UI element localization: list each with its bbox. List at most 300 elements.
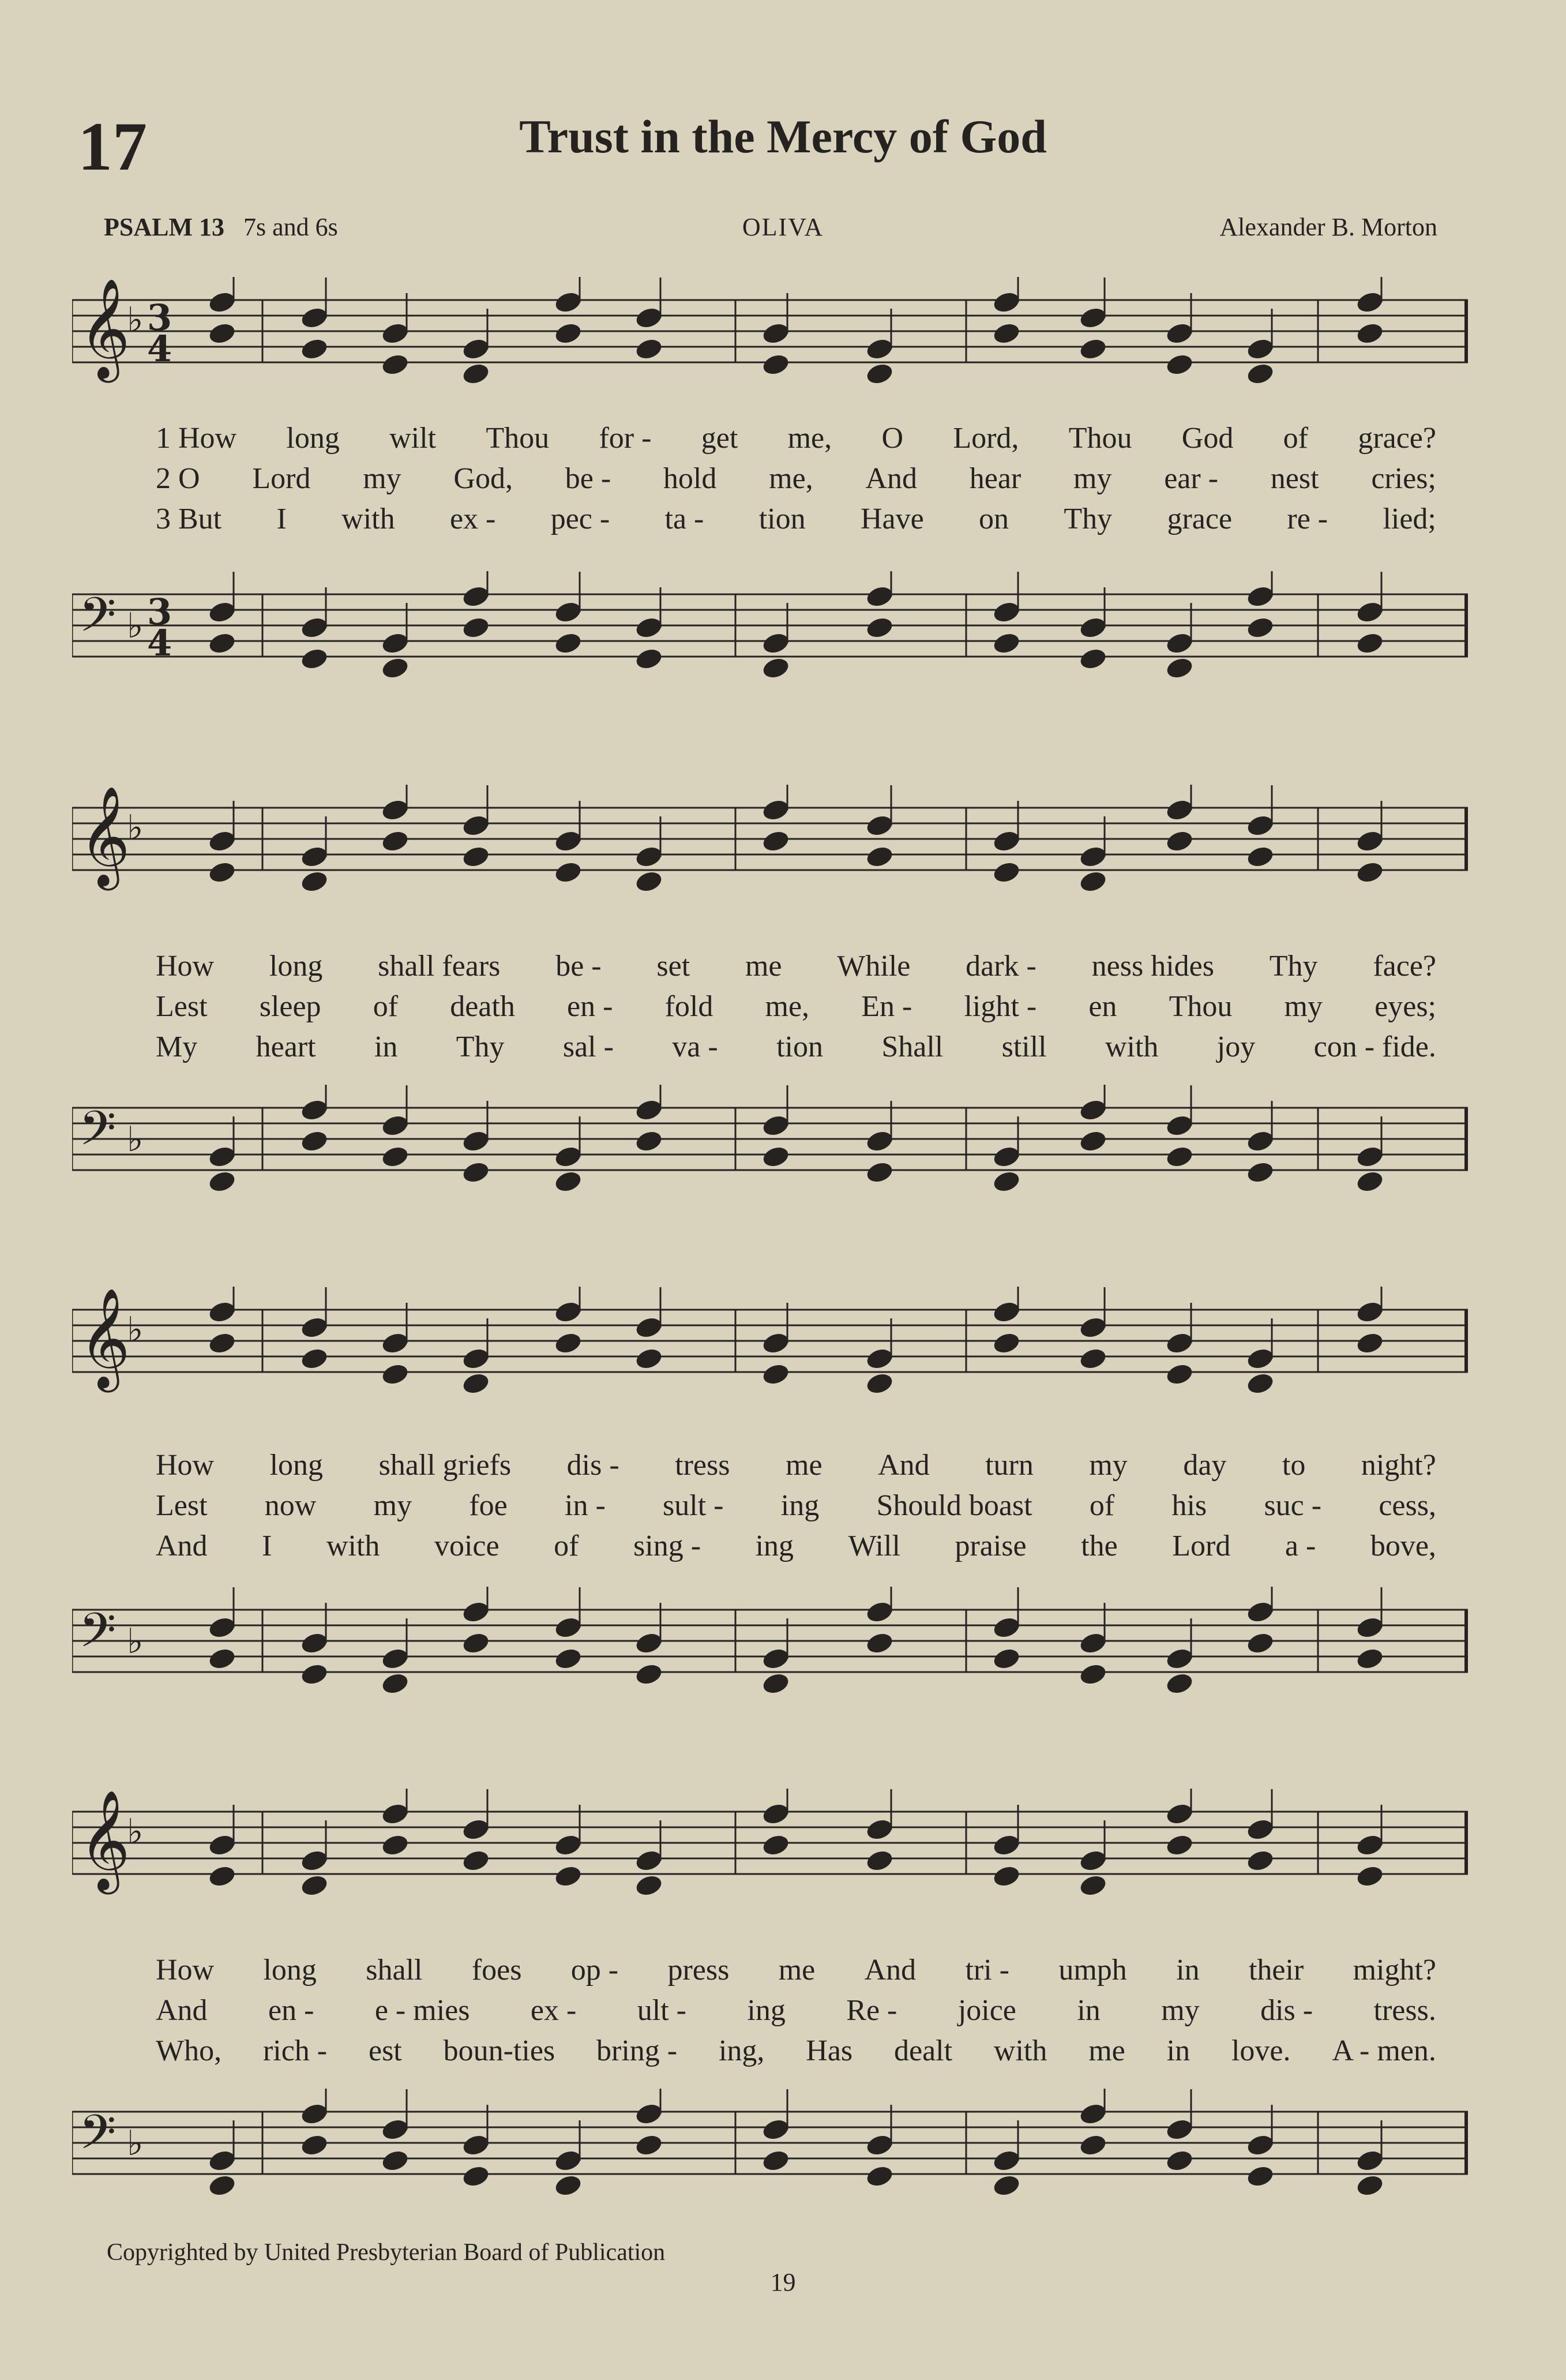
note-head — [1165, 1671, 1195, 1696]
lyric-syllable: And — [156, 1994, 208, 2027]
note-head — [299, 2132, 329, 2157]
lyric-syllable: en — [1088, 990, 1117, 1023]
lyric-syllable: night? — [1361, 1449, 1436, 1482]
note-head — [553, 2148, 583, 2173]
note-head — [299, 1662, 329, 1686]
note-head — [865, 813, 895, 838]
note-head — [761, 1113, 791, 1138]
lyric-syllable: the — [1081, 1530, 1118, 1562]
note-head — [380, 1646, 410, 1671]
lyric-syllable: my — [373, 1489, 412, 1522]
note-head — [1245, 1631, 1275, 1655]
note-head — [1165, 1330, 1195, 1355]
note-head — [1245, 1346, 1275, 1371]
lyric-syllable: ing — [780, 1489, 820, 1522]
note-head — [992, 1169, 1022, 1194]
lyric-syllable: va - — [672, 1030, 718, 1063]
note-head — [553, 1832, 583, 1857]
note-head — [1245, 2164, 1275, 2188]
note-head — [553, 290, 583, 314]
note-head — [380, 829, 410, 853]
note-head — [1355, 599, 1385, 624]
lyric-syllable: heart — [256, 1030, 316, 1063]
note-head — [1355, 631, 1385, 655]
note-head — [1355, 2173, 1385, 2198]
time-signature-icon: 3 — [147, 591, 172, 633]
time-signature-icon: 3 — [147, 297, 172, 339]
flat-key-signature-icon: ♭ — [127, 808, 144, 848]
note-head — [761, 352, 791, 377]
lyric-syllable: with — [326, 1530, 380, 1562]
note-head — [865, 1371, 895, 1396]
note-head — [634, 615, 664, 640]
lyric-line — [156, 949, 1436, 991]
lyric-syllable: lied; — [1383, 503, 1436, 535]
lyric-syllable: re - — [1287, 503, 1328, 535]
note-head — [865, 1817, 895, 1842]
lyric-syllable: Lest — [156, 990, 208, 1023]
note-head — [1355, 860, 1385, 884]
meter: 7s and 6s — [243, 213, 338, 241]
lyric-syllable: suc - — [1264, 1489, 1322, 1522]
lyric-syllable: cess, — [1379, 1489, 1436, 1522]
lyric-syllable: me — [786, 1449, 823, 1482]
treble-staff-1 — [72, 277, 1468, 392]
note-head — [380, 1144, 410, 1169]
lyric-line — [156, 990, 1436, 1031]
lyric-syllable: est — [368, 2034, 402, 2067]
note-head — [1355, 1169, 1385, 1194]
lyric-syllable: tress. — [1373, 1994, 1436, 2027]
note-head — [207, 1330, 237, 1355]
lyric-syllable: En - — [861, 990, 912, 1023]
lyric-syllable: me — [778, 1954, 816, 1987]
lyric-syllable: How — [156, 950, 215, 983]
hymn-number: 17 — [78, 108, 147, 185]
lyric-syllable: press — [667, 1954, 730, 1987]
note-head — [992, 829, 1022, 853]
note-head — [207, 321, 237, 346]
lyric-syllable: grace — [1167, 503, 1233, 535]
note-head — [1165, 2148, 1195, 2173]
note-head — [380, 321, 410, 346]
lyric-syllable: now — [264, 1489, 317, 1522]
lyric-syllable: of — [373, 990, 399, 1023]
note-head — [461, 615, 491, 640]
lyric-syllable: my — [1284, 990, 1323, 1023]
lyric-syllable: tress — [675, 1449, 730, 1482]
note-head — [1078, 1129, 1108, 1153]
time-signature-icon: 4 — [147, 622, 172, 664]
treble-clef-icon: 𝄞 — [79, 1790, 130, 1890]
note-head — [207, 860, 237, 884]
note-head — [1355, 290, 1385, 314]
treble-clef-icon: 𝄞 — [79, 1288, 130, 1388]
note-head — [1078, 1662, 1108, 1686]
note-head — [865, 844, 895, 869]
note-head — [1245, 1848, 1275, 1873]
note-head — [380, 797, 410, 822]
note-head — [1245, 1599, 1275, 1624]
bass-staff-3 — [72, 1587, 1468, 1702]
lyric-syllable: my — [363, 462, 401, 495]
lyric-syllable: foes — [471, 1954, 522, 1987]
lyric-syllable: ing — [747, 1994, 786, 2027]
note-head — [992, 321, 1022, 346]
note-head — [761, 1832, 791, 1857]
lyric-syllable: en - — [268, 1994, 314, 2027]
note-head — [992, 290, 1022, 314]
lyric-syllable: my — [1161, 1994, 1200, 2027]
lyric-syllable: in - — [565, 1489, 606, 1522]
bass-clef-icon: 𝄢 — [79, 1602, 117, 1670]
note-head — [553, 1144, 583, 1169]
lyric-syllable: bring - — [596, 2034, 678, 2067]
lyric-syllable: foe — [469, 1489, 508, 1522]
note-head — [761, 655, 791, 680]
note-head — [380, 1801, 410, 1826]
note-head — [299, 1346, 329, 1371]
composer: Alexander B. Morton — [1219, 213, 1437, 241]
lyric-syllable: Re - — [846, 1994, 897, 2027]
lyric-syllable: shall griefs — [378, 1449, 512, 1482]
lyric-syllable: hold — [663, 462, 717, 495]
note-head — [1245, 615, 1275, 640]
bass-clef-icon: 𝄢 — [79, 1100, 117, 1168]
note-head — [761, 631, 791, 655]
note-head — [380, 2117, 410, 2142]
note-head — [207, 829, 237, 853]
note-head — [634, 1315, 664, 1340]
note-head — [461, 1599, 491, 1624]
lyric-syllable: I — [276, 503, 287, 535]
lyric-syllable: in — [1166, 2034, 1191, 2067]
note-head — [992, 1832, 1022, 1857]
note-head — [299, 2101, 329, 2126]
lyric-syllable: sult - — [663, 1489, 724, 1522]
note-head — [761, 797, 791, 822]
lyric-syllable: me — [1088, 2034, 1125, 2067]
lyric-syllable: with — [993, 2034, 1047, 2067]
lyric-syllable: their — [1248, 1954, 1304, 1987]
lyric-syllable: long — [269, 950, 323, 983]
lyric-syllable: my — [1089, 1449, 1128, 1482]
lyric-syllable: be - — [555, 950, 602, 983]
note-head — [1165, 1801, 1195, 1826]
lyric-syllable: tion — [758, 503, 806, 535]
flat-key-signature-icon: ♭ — [127, 606, 144, 646]
lyric-syllable: hear — [969, 462, 1022, 495]
note-head — [992, 599, 1022, 624]
note-head — [1245, 584, 1275, 609]
lyric-syllable: with — [1105, 1030, 1159, 1063]
lyric-syllable: God — [1181, 422, 1234, 455]
lyric-syllable: 1 How — [156, 422, 237, 455]
bass-clef-icon: 𝄢 — [79, 587, 117, 654]
note-head — [1165, 321, 1195, 346]
note-head — [299, 615, 329, 640]
note-head — [865, 615, 895, 640]
lyric-syllable: e - mies — [374, 1994, 470, 2027]
lyric-syllable: be - — [565, 462, 611, 495]
lyric-syllable: long — [263, 1954, 317, 1987]
note-head — [1078, 1346, 1108, 1371]
note-head — [553, 1169, 583, 1194]
note-head — [761, 1362, 791, 1386]
note-head — [553, 1615, 583, 1640]
lyric-syllable: in — [1176, 1954, 1200, 1987]
lyric-syllable: 3 But — [156, 503, 222, 535]
page-number: 19 — [770, 2268, 796, 2296]
lyric-syllable: Thy — [1269, 950, 1318, 983]
note-head — [992, 631, 1022, 655]
note-head — [865, 584, 895, 609]
lyric-syllable: of — [554, 1530, 579, 1562]
note-head — [299, 1315, 329, 1340]
note-head — [1165, 2117, 1195, 2142]
lyric-line — [156, 2034, 1436, 2075]
note-head — [1245, 1129, 1275, 1153]
note-head — [299, 1631, 329, 1655]
note-head — [1078, 869, 1108, 894]
lyric-syllable: me, — [787, 422, 832, 455]
note-head — [865, 2164, 895, 2188]
lyric-syllable: long — [269, 1449, 324, 1482]
psalm-reference: PSALM 13 — [104, 213, 224, 241]
note-head — [1165, 829, 1195, 853]
note-head — [992, 1330, 1022, 1355]
note-head — [461, 813, 491, 838]
lyric-syllable: ta - — [664, 503, 704, 535]
note-head — [1355, 1330, 1385, 1355]
note-head — [992, 1299, 1022, 1324]
note-head — [761, 2148, 791, 2173]
lyric-syllable: How — [156, 1449, 215, 1482]
note-head — [1078, 1873, 1108, 1898]
note-head — [380, 352, 410, 377]
note-head — [634, 869, 664, 894]
note-head — [865, 361, 895, 386]
lyric-syllable: bove, — [1370, 1530, 1436, 1562]
note-head — [865, 1346, 895, 1371]
note-head — [380, 2148, 410, 2173]
note-head — [553, 599, 583, 624]
note-head — [553, 1299, 583, 1324]
note-head — [1355, 1832, 1385, 1857]
note-head — [1165, 1646, 1195, 1671]
note-head — [553, 1864, 583, 1888]
note-head — [761, 1646, 791, 1671]
lyric-line — [156, 462, 1436, 503]
flat-key-signature-icon: ♭ — [127, 300, 144, 340]
note-head — [992, 1144, 1022, 1169]
note-head — [461, 1346, 491, 1371]
lyric-line — [156, 1993, 1436, 2035]
note-head — [380, 631, 410, 655]
lyric-syllable: nest — [1270, 462, 1319, 495]
note-head — [992, 2173, 1022, 2198]
lyric-syllable: for - — [599, 422, 652, 455]
lyric-syllable: joy — [1216, 1030, 1256, 1063]
lyric-syllable: in — [1077, 1994, 1101, 2027]
lyric-syllable: shall — [366, 1954, 423, 1987]
note-head — [380, 1113, 410, 1138]
note-head — [992, 1646, 1022, 1671]
note-head — [461, 1817, 491, 1842]
lyric-syllable: Thou — [486, 422, 550, 455]
note-head — [461, 1631, 491, 1655]
lyric-syllable: Lord, — [953, 422, 1019, 455]
lyric-syllable: And — [864, 1954, 917, 1987]
note-head — [299, 844, 329, 869]
note-head — [761, 829, 791, 853]
note-head — [461, 2132, 491, 2157]
note-head — [461, 1848, 491, 1873]
lyric-syllable: I — [262, 1530, 272, 1562]
note-head — [207, 1299, 237, 1324]
treble-staff-4 — [72, 1789, 1468, 1904]
treble-clef-icon: 𝄞 — [79, 786, 130, 886]
lyric-syllable: day — [1183, 1449, 1227, 1482]
note-head — [1078, 1097, 1108, 1122]
note-head — [299, 1097, 329, 1122]
lyric-syllable: ex - — [530, 1994, 577, 2027]
note-head — [761, 1801, 791, 1826]
note-head — [299, 646, 329, 671]
lyric-syllable: Lest — [156, 1489, 208, 1522]
lyric-syllable: sing - — [633, 1530, 701, 1562]
lyric-syllable: Thy — [1064, 503, 1113, 535]
note-head — [634, 2132, 664, 2157]
lyric-syllable: And — [865, 462, 917, 495]
lyric-syllable: ing — [755, 1530, 794, 1562]
lyric-syllable: While — [837, 950, 911, 983]
note-head — [761, 2117, 791, 2142]
lyric-syllable: light - — [964, 990, 1037, 1023]
note-head — [1355, 1299, 1385, 1324]
note-head — [1165, 1832, 1195, 1857]
lyric-syllable: tri - — [965, 1954, 1009, 1987]
note-head — [299, 1129, 329, 1153]
note-head — [1078, 646, 1108, 671]
bass-staff-1 — [72, 571, 1468, 687]
lyric-syllable: rich - — [262, 2034, 328, 2067]
note-head — [634, 2101, 664, 2126]
lyric-syllable: Will — [848, 1530, 900, 1562]
lyric-syllable: with — [341, 503, 395, 535]
lyric-syllable: boun-ties — [443, 2034, 555, 2067]
tune-name: OLIVA — [742, 213, 824, 241]
note-head — [865, 336, 895, 361]
note-head — [380, 655, 410, 680]
lyric-line — [156, 1953, 1436, 1995]
note-head — [461, 361, 491, 386]
flat-key-signature-icon: ♭ — [127, 1621, 144, 1662]
lyric-syllable: My — [156, 1030, 198, 1063]
lyric-syllable: of — [1283, 422, 1308, 455]
note-head — [1245, 1817, 1275, 1842]
note-head — [634, 1346, 664, 1371]
lyric-syllable: How — [156, 1954, 215, 1987]
note-head — [207, 1615, 237, 1640]
note-head — [299, 1873, 329, 1898]
lyric-syllable: God, — [453, 462, 513, 495]
lyric-syllable: Should boast — [876, 1489, 1032, 1522]
lyric-syllable: Lord — [252, 462, 311, 495]
lyric-syllable: turn — [985, 1449, 1034, 1482]
note-head — [1165, 631, 1195, 655]
lyric-syllable: me, — [769, 462, 813, 495]
lyric-syllable: fold — [664, 990, 713, 1023]
note-head — [1078, 615, 1108, 640]
lyric-line — [156, 502, 1436, 544]
lyric-syllable: me — [745, 950, 782, 983]
note-head — [207, 599, 237, 624]
note-head — [992, 860, 1022, 884]
note-head — [1078, 2101, 1108, 2126]
note-head — [634, 1848, 664, 1873]
note-head — [1245, 844, 1275, 869]
note-head — [761, 1144, 791, 1169]
note-head — [1078, 336, 1108, 361]
lyric-syllable: his — [1171, 1489, 1207, 1522]
lyric-syllable: me, — [765, 990, 810, 1023]
note-head — [634, 646, 664, 671]
note-head — [461, 584, 491, 609]
note-head — [1078, 305, 1108, 330]
lyric-syllable: ear - — [1164, 462, 1219, 495]
note-head — [1355, 1615, 1385, 1640]
lyric-line — [156, 1489, 1436, 1530]
lyric-syllable: of — [1089, 1489, 1115, 1522]
treble-staff-3 — [72, 1287, 1468, 1402]
lyric-syllable: dis - — [566, 1449, 619, 1482]
hymn-title: Trust in the Mercy of God — [519, 110, 1047, 163]
lyric-syllable: pec - — [550, 503, 610, 535]
lyric-syllable: long — [286, 422, 340, 455]
lyric-syllable: set — [656, 950, 690, 983]
note-head — [461, 1160, 491, 1185]
note-head — [553, 829, 583, 853]
note-head — [761, 1671, 791, 1696]
note-head — [1245, 336, 1275, 361]
lyric-line — [156, 1529, 1436, 1571]
lyric-syllable: ing, — [718, 2034, 765, 2067]
note-head — [299, 869, 329, 894]
note-head — [865, 2132, 895, 2157]
note-head — [1245, 2132, 1275, 2157]
lyric-line — [156, 421, 1436, 463]
note-head — [634, 1097, 664, 1122]
lyric-syllable: get — [701, 422, 738, 455]
lyric-syllable: sal - — [562, 1030, 614, 1063]
note-head — [299, 1848, 329, 1873]
note-head — [461, 1371, 491, 1396]
lyric-syllable: face? — [1373, 950, 1436, 983]
note-head — [1165, 1362, 1195, 1386]
note-head — [299, 336, 329, 361]
note-head — [761, 321, 791, 346]
lyric-syllable: ult - — [637, 1994, 686, 2027]
note-head — [1165, 1144, 1195, 1169]
note-head — [865, 1848, 895, 1873]
note-head — [553, 860, 583, 884]
lyric-syllable: might? — [1353, 1954, 1436, 1987]
note-head — [207, 2173, 237, 2198]
lyric-syllable: death — [450, 990, 515, 1023]
note-head — [1355, 1144, 1385, 1169]
lyric-syllable: sleep — [259, 990, 321, 1023]
